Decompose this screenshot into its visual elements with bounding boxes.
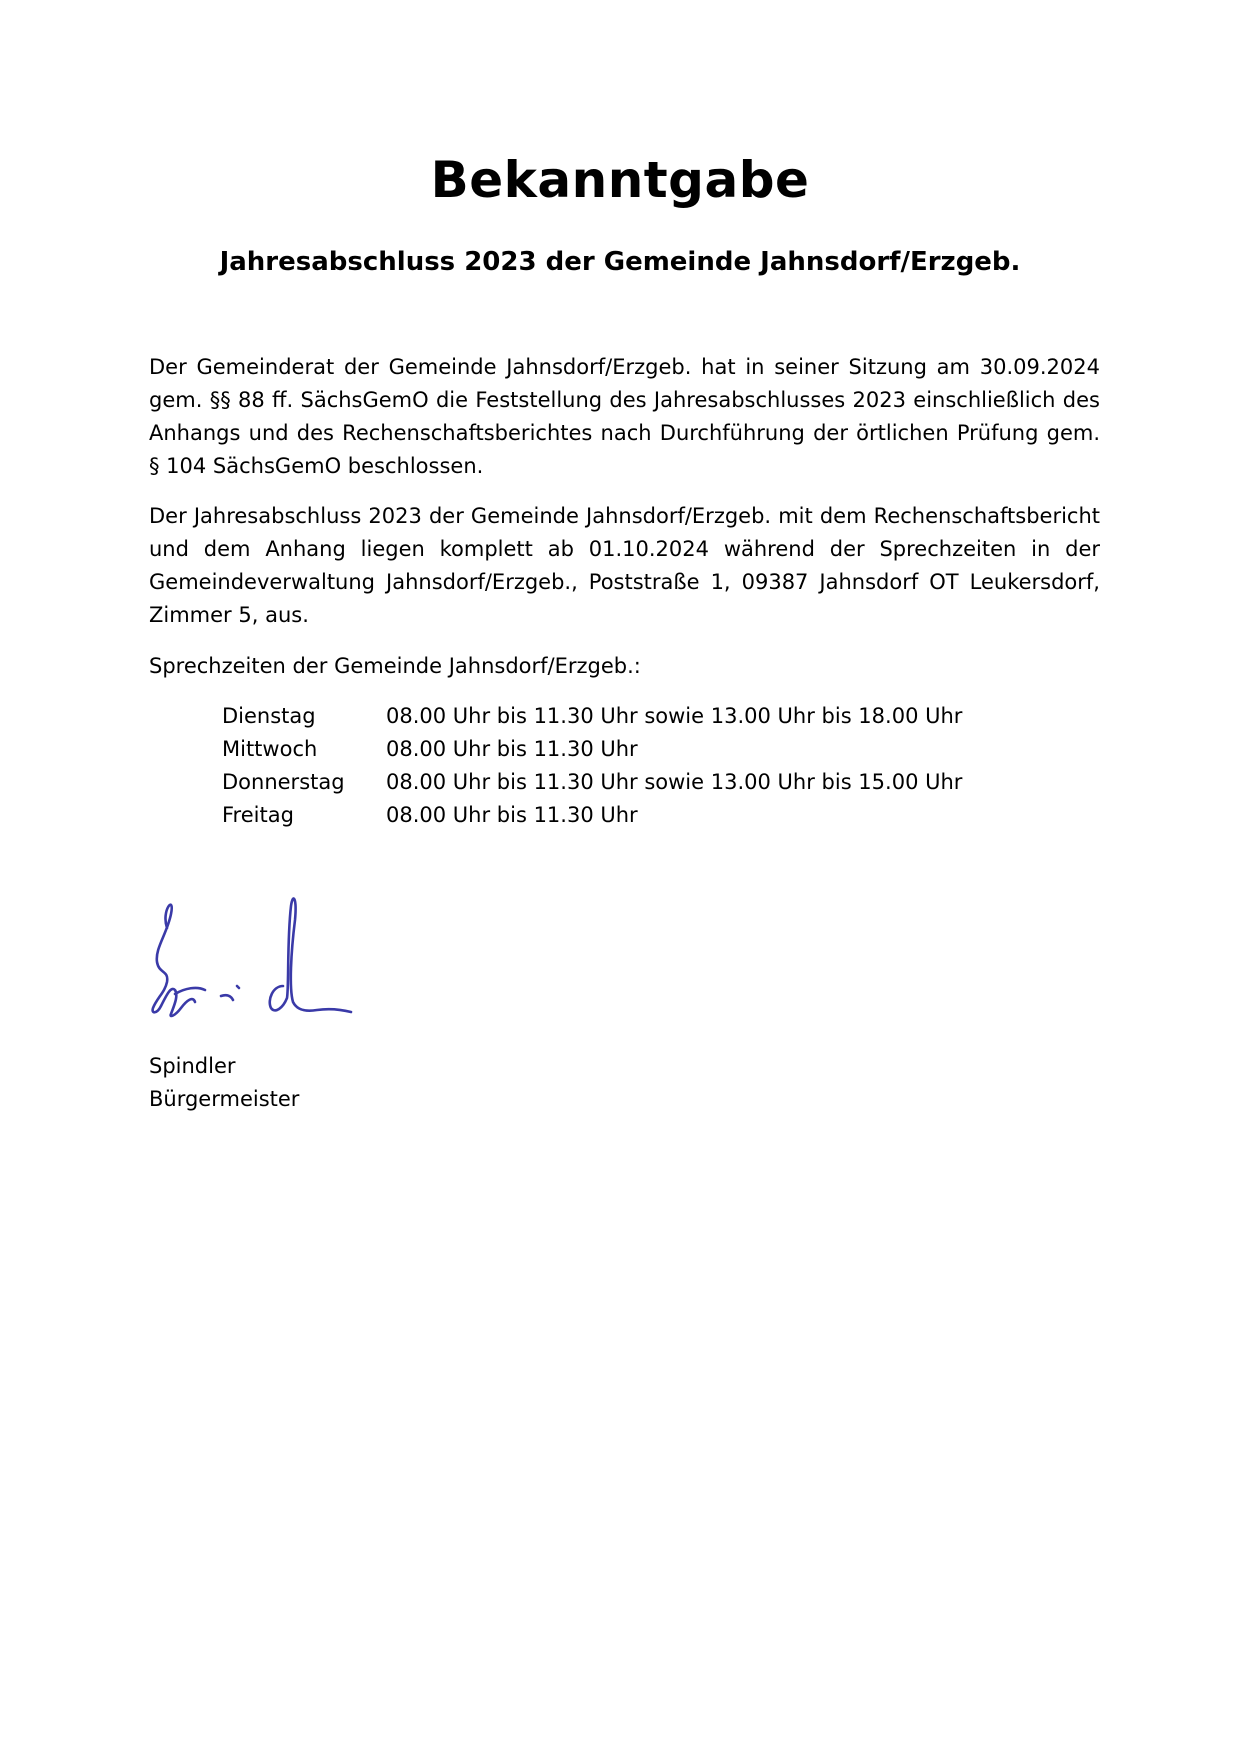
- office-hours-list: [222, 700, 962, 832]
- office-hours-day: Donnerstag: [222, 770, 345, 794]
- office-hours-row: [222, 766, 962, 799]
- office-hours-time: 08.00 Uhr bis 11.30 Uhr sowie 13.00 Uhr bis 15.00 Uhr: [386, 770, 963, 794]
- paragraph-office-hours-intro: Sprechzeiten der Gemeinde Jahnsdorf/Erzgeb.:: [149, 654, 641, 678]
- office-hours-time: 08.00 Uhr bis 11.30 Uhr: [386, 737, 638, 761]
- signer-role: Bürgermeister: [149, 1087, 300, 1111]
- paragraph-resolution: Der Gemeinderat der Gemeinde Jahnsdorf/Erzgeb. hat in seiner Sitzung am 30.09.2024 gem. §§ 88 ff. SächsGemO die Feststellung des Jahresabschlusses 2023 einschließlich des Anhangs und des Rechenschaftsberichtes nach Durchführung der örtlichen Prüfung gem. § 104 SächsGemO beschlossen.: [149, 355, 1100, 478]
- signer-block: [149, 1050, 299, 1116]
- office-hours-day: Freitag: [222, 803, 294, 827]
- paragraph-inspection: Der Jahresabschluss 2023 der Gemeinde Jahnsdorf/Erzgeb. mit dem Rechenschaftsbericht und dem Anhang liegen komplett ab 01.10.2024 während der Sprechzeiten in der Gemeindeverwaltung Jahnsdorf/Erzgeb., Poststraße 1, 09387 Jahnsdorf OT Leukersdorf, Zimmer 5, aus.: [149, 504, 1100, 627]
- office-hours-row: [222, 700, 962, 733]
- signer-name: Spindler: [149, 1054, 236, 1078]
- office-hours-time: 08.00 Uhr bis 11.30 Uhr sowie 13.00 Uhr bis 18.00 Uhr: [386, 704, 963, 728]
- document-title: Bekanntgabe: [430, 151, 810, 209]
- office-hours-time: 08.00 Uhr bis 11.30 Uhr: [386, 803, 638, 827]
- office-hours-day: Dienstag: [222, 704, 316, 728]
- office-hours-row: [222, 799, 962, 832]
- office-hours-row: [222, 733, 962, 766]
- handwritten-signature: [145, 890, 360, 1030]
- document-subtitle: Jahresabschluss 2023 der Gemeinde Jahnsdorf/Erzgeb.: [219, 247, 1021, 277]
- office-hours-day: Mittwoch: [222, 737, 318, 761]
